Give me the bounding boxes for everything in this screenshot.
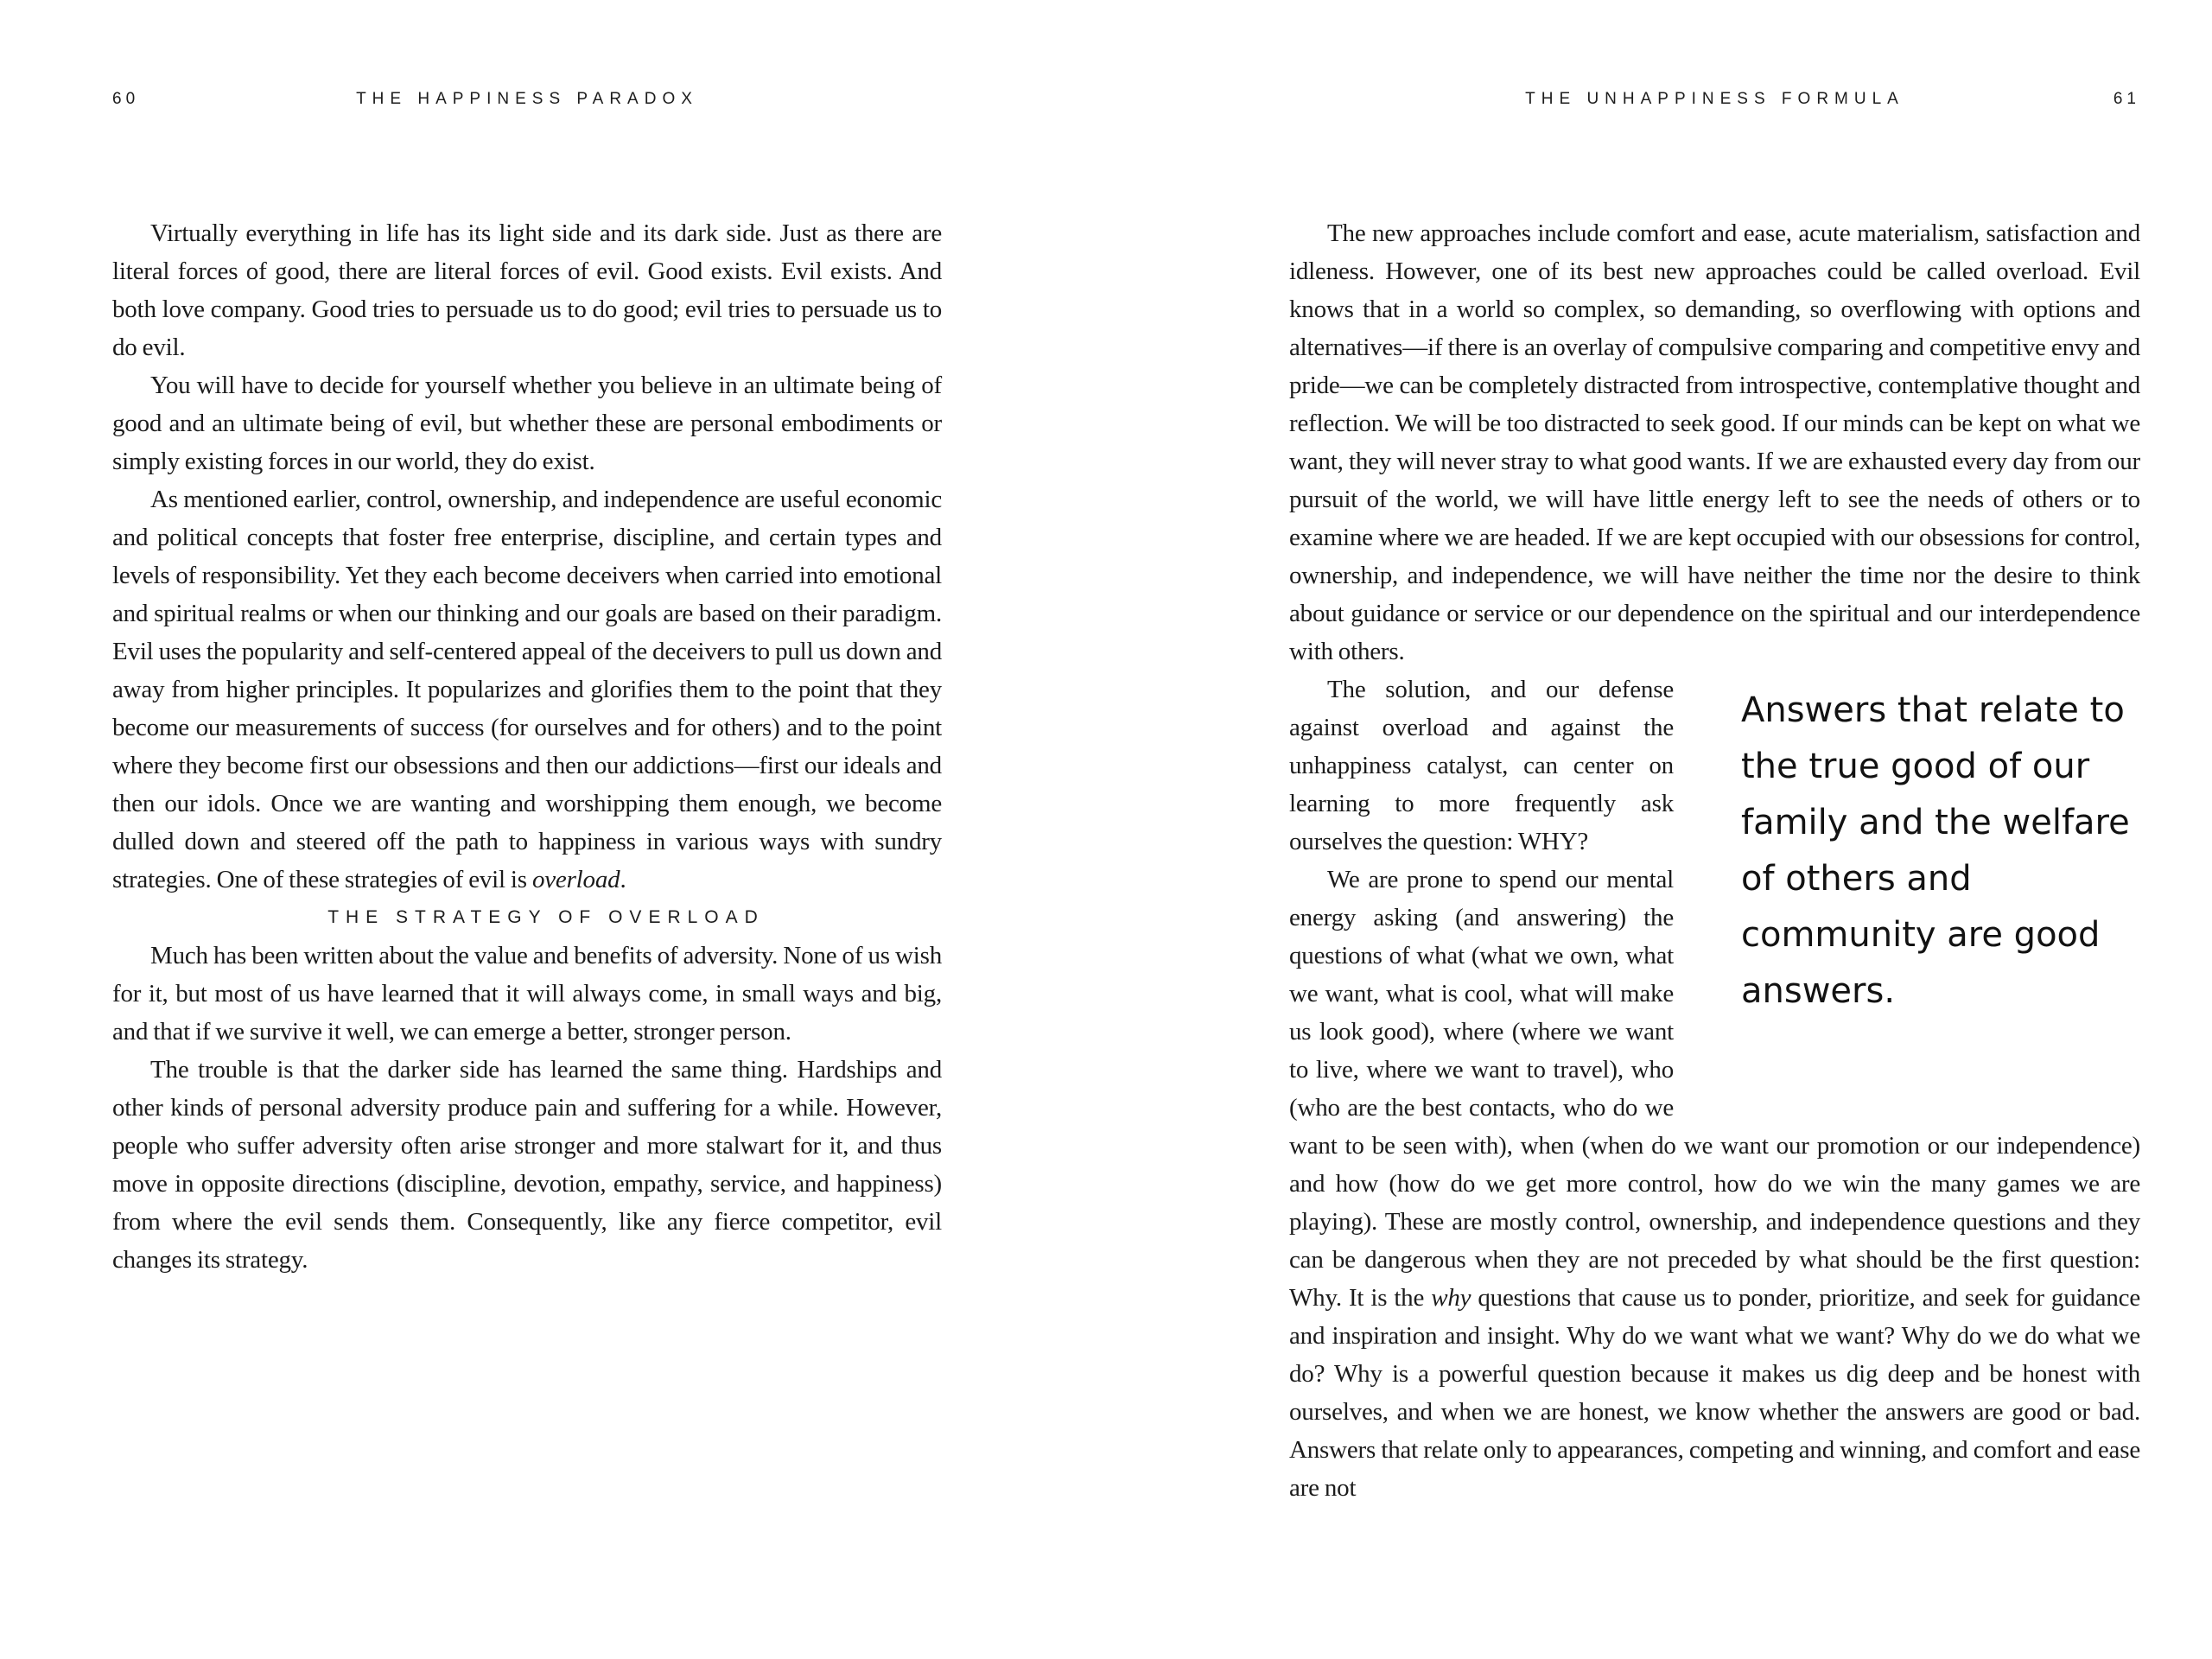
paragraph-text: The solution, and our defense against overload and against the unhappiness catalyst, can center on learning to more frequently ask ourselves the question: WHY?: [1289, 676, 1674, 855]
paragraph: [112, 366, 942, 480]
paragraph-text: The new approaches include comfort and ease, acute materialism, satisfaction and idleness. However, one of its best new approaches could be called overload. Evil knows that in a world so complex, so demanding, so overflowing with options and alternatives—if there is an overlay of compulsive comparing and competitive envy and pride—we can be completely distracted from introspective, contemplative thought and reflection. We will be too distracted to seek good. If our minds can be kept on what we want, they will never stray to what good wants. If we are exhausted every day from our pursuit of the world, we will have little energy left to see the needs of others or to examine where we are headed. If we are kept occupied with our obsessions for control, ownership, and independence, we will have neither the time nor the desire to think about guidance or service or our dependence on the spiritual and our interdependence with others.: [1289, 219, 2140, 665]
paragraph: [1289, 214, 2140, 671]
running-head-left: [112, 85, 942, 114]
paragraph: [112, 1051, 942, 1279]
left-page-body: [112, 214, 942, 1279]
paragraph-text: The trouble is that the darker side has learned the same thing. Hardships and other kinds of personal adversity produce pain and suffering for a while. However, people who suffer adversity often arise stronger and more stalwart for it, and thus move in opposite directions (discipline, devotion, empathy, service, and happiness) from where the evil sends them. Consequently, like any fierce competitor, evil changes its strategy.: [112, 1056, 942, 1274]
running-head-left-title: THE HAPPINESS PARADOX: [356, 90, 698, 108]
page-number-right: 61: [2113, 90, 2140, 108]
paragraph-text: Virtually everything in life has its light side and its dark side. Just as there are literal forces of good, there are literal forces of evil. Good exists. Evil exists. And both love company. Good tries to persuade us to do good; evil tries to persuade us to do evil.: [112, 219, 942, 361]
italic-word: overload: [531, 866, 620, 893]
paragraph-text: You will have to decide for yourself whether you believe in an ultimate being of good and an ultimate being of evil, but whether these are personal embodiments or simply existing forces in our world, they do exist.: [112, 372, 942, 475]
paragraph: [112, 214, 942, 366]
italic-word: why: [1431, 1284, 1471, 1312]
paragraph-text: We are prone to spend our mental energy asking (and answering) the questions of what (what we own, what we want, what is cool, what will make us look good), where (where we want to live, where we want to travel), who (who are the best contacts, who do we want to be seen with), when (when do we want our promotion or our independence) and how (how do we get more control, how do we win the many games we are playing). These are mostly control, ownership, and independence questions and they can be dangerous when they are not preceded by what should be the first question: Why. It is the: [1289, 866, 2140, 1312]
paragraph: [112, 937, 942, 1051]
paragraph-text: Much has been written about the value and benefits of adversity. None of us wish for it, but most of us have learned that it will always come, in small ways and big, and that if we survive it well, we can emerge a better, stronger person.: [112, 942, 942, 1046]
paragraph-text: .: [620, 866, 626, 893]
page-number-left: 60: [112, 90, 140, 108]
paragraph: [112, 480, 942, 899]
section-heading: THE STRATEGY OF OVERLOAD: [327, 907, 765, 927]
pull-quote: Answers that relate to the true good of our family and the welfare of others and community are good answers.: [1741, 690, 2130, 1011]
paragraph-text: questions that cause us to ponder, prioritize, and seek for guidance and inspiration and insight. Why do we want what we want? Why do we do what we do? Why is a powerful question because it makes us dig deep and be honest with ourselves, and when we are honest, we know whether the answers are good or bad. Answers that relate only to appearances, competing and winning, and comfort and ease are not: [1289, 1284, 2140, 1502]
left-page: [112, 0, 942, 1659]
paragraph-text: As mentioned earlier, control, ownership, and independence are useful economic and political concepts that foster free enterprise, discipline, and certain types and levels of responsibility. Yet they each become deceivers when carried into emotional and spiritual realms or when our thinking and our goals are based on their paradigm. Evil uses the popularity and self-centered appeal of the deceivers to pull us down and away from higher principles. It popularizes and glorifies them to the point that they become our measurements of success (for ourselves and for others) and to the point where they become first our obsessions and then our addictions—first our ideals and then our idols. Once we are wanting and worshipping them enough, we become dulled down and steered off the path to happiness in various ways with sundry strategies. One of these strategies of evil is: [112, 486, 942, 893]
running-head-right-title: THE UNHAPPINESS FORMULA: [1525, 90, 1904, 108]
right-page: [1289, 0, 2140, 1659]
right-page-body: [1289, 214, 2140, 1507]
running-head-right: [1289, 85, 2140, 114]
